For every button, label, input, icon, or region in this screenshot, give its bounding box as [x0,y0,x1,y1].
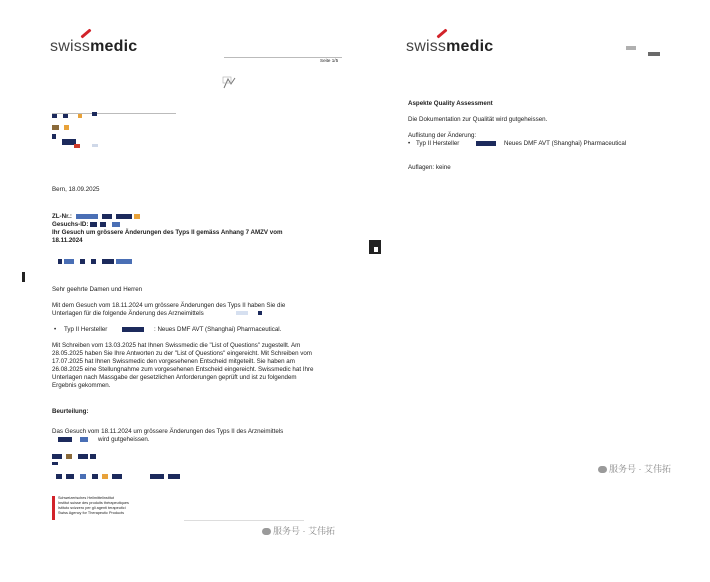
redacted-product-inline [236,311,276,315]
auflagen-line: Auflagen: keine [408,164,451,171]
para-line: 26.08.2025 eine Stellungnahme zum vorgesehenen Entscheid eingereicht. Swissmedic hat Ihre [52,366,314,373]
para-line: 28.05.2025 haben Sie Ihre Antworten zu der "List of Questions" eingereicht. Mit Schreiben vom [52,350,312,357]
scan-mark [374,247,378,252]
intro-line-2: Unterlagen für die folgende Änderung des Arzneimittels [52,310,204,317]
intro-line-1: Mit dem Gesuch vom 18.11.2024 um grössere Änderungen des Typs II haben Sie die [52,302,286,309]
swissmedic-logo: swissmedic [50,38,137,56]
gesuchs-label: Gesuchs-ID: [52,221,89,228]
beurteilung-heading: Beurteilung: [52,408,89,415]
quality-heading: Aspekte Quality Assessment [408,100,493,107]
redacted-gesuchs-id [90,222,150,227]
redacted-header [626,46,666,56]
watermark-right: 服务号 · 艾伟拓 [598,462,671,475]
para-line: 17.07.2025 hat Ihnen Swissmedic den vorgesehenen Entscheid mitgeteilt. Sie haben am [52,358,295,365]
redacted-address [52,114,132,154]
redacted-zl-number [76,214,156,219]
redacted-product-name [58,259,138,264]
salutation: Sehr geehrte Damen und Herren [52,286,143,293]
footer-red-bar [52,496,55,520]
document-page-2 [400,20,680,500]
beurteilung-line-2: wird gutgeheissen. [98,436,150,443]
para-line: Unterlagen nach Massgabe der gesetzlichen Anforderungen geprüft und ist zu folgendem [52,374,297,381]
footer-line: Institut suisse des produits thérapeutiques [58,501,129,505]
footer-line: Schweizerisches Heilmittelinstitut [58,496,114,500]
scan-mark [22,272,25,282]
redacted-product-beurteilung [58,437,88,442]
bullet-prefix: Typ II Hersteller [416,140,460,147]
para-line: Ergebnis gekommen. [52,382,111,389]
watermark-left: 服务号 · 艾伟拓 [262,524,335,537]
page-number: Seite 1/5 [320,58,339,63]
wechat-icon [598,466,607,473]
redacted-manufacturer [468,141,504,146]
bullet-suffix: Neues DMF AVT (Shanghai) Pharmaceutical [504,140,627,147]
bullet-prefix: Typ II Hersteller [64,326,108,333]
documentation-line: Die Dokumentation zur Qualität wird gutgeheissen. [408,116,548,123]
subject-line-2: 18.11.2024 [52,237,83,244]
redacted-signature-block [52,454,192,484]
change-list-heading: Auflistung der Änderung: [408,132,477,139]
bullet-suffix: : Neues DMF AVT (Shanghai) Pharmaceutical. [154,326,282,333]
wechat-icon [262,528,271,535]
footer-line: Istituto svizzero per gli agenti terapeutici [58,506,126,510]
document-page-1 [44,20,354,560]
bullet-dot: • [408,140,411,147]
handwritten-mark-icon [222,76,238,90]
subject-line-1: Ihr Gesuch um grössere Änderungen des Typs II gemäss Anhang 7 AMZV vom [52,229,283,236]
redacted-manufacturer [114,327,152,332]
para-line: Mit Schreiben vom 13.03.2025 hat Ihnen Swissmedic die "List of Questions" zugestellt. Am [52,342,301,349]
footer-rule [184,520,304,521]
date-line: Bern, 18.09.2025 [52,186,100,193]
swissmedic-logo: swissmedic [406,38,493,56]
bullet-dot: • [54,326,57,333]
zl-label: ZL-Nr.: [52,213,72,220]
footer-line: Swiss Agency for Therapeutic Products [58,511,124,515]
beurteilung-line-1: Das Gesuch vom 18.11.2024 um grössere Änderungen des Typs II des Arzneimittels [52,428,284,435]
